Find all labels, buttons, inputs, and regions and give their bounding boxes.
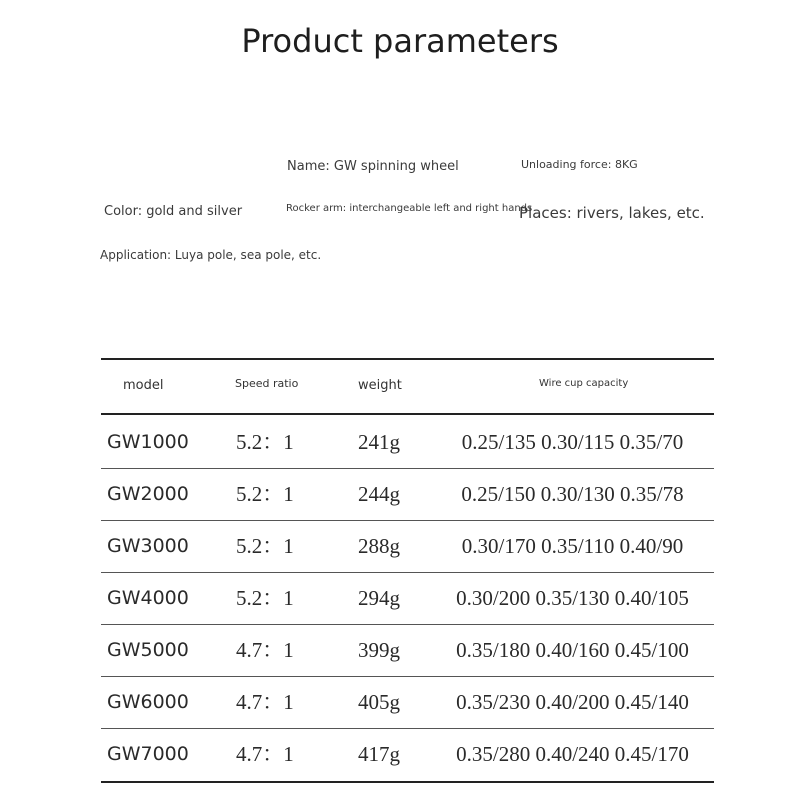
cell-capacity: 0.30/200 0.35/130 0.40/105: [456, 586, 689, 610]
cell-speed: 5.2：1: [236, 586, 294, 610]
cell-speed: 4.7：1: [236, 690, 294, 714]
table-header-rule: [101, 413, 714, 415]
table-row: [101, 624, 714, 676]
param-places: Places: rivers, lakes, etc.: [519, 204, 705, 222]
param-color: Color: gold and silver: [104, 204, 243, 219]
cell-speed: 5.2：1: [236, 482, 294, 506]
table-bottom-rule: [101, 781, 714, 783]
cell-weight: 288g: [358, 534, 400, 558]
table-header: [101, 358, 714, 414]
table-row: [101, 520, 714, 572]
header-weight: weight: [358, 378, 402, 393]
header-capacity: Wire cup capacity: [539, 378, 629, 389]
header-speed-ratio: Speed ratio: [235, 377, 299, 390]
cell-model: GW5000: [107, 639, 189, 661]
cell-speed: 5.2：1: [236, 430, 294, 454]
table-row: [101, 676, 714, 728]
cell-speed: 4.7：1: [236, 638, 294, 662]
table-row: [101, 728, 714, 780]
cell-weight: 405g: [358, 690, 400, 714]
param-unloading-force: Unloading force: 8KG: [521, 158, 638, 171]
table-row: [101, 572, 714, 624]
cell-model: GW3000: [107, 535, 189, 557]
cell-speed: 5.2：1: [236, 534, 294, 558]
cell-weight: 294g: [358, 586, 400, 610]
table-row: [101, 416, 714, 468]
cell-model: GW2000: [107, 483, 189, 505]
table-row: [101, 468, 714, 520]
cell-model: GW1000: [107, 431, 189, 453]
cell-model: GW7000: [107, 743, 189, 765]
cell-weight: 417g: [358, 742, 400, 766]
param-rocker-arm: Rocker arm: interchangeable left and right hands: [286, 203, 533, 214]
cell-model: GW6000: [107, 691, 189, 713]
cell-weight: 241g: [358, 430, 400, 454]
cell-capacity: 0.35/180 0.40/160 0.45/100: [456, 638, 689, 662]
cell-capacity: 0.25/150 0.30/130 0.35/78: [461, 482, 684, 506]
page-title: Product parameters: [241, 22, 559, 60]
cell-weight: 244g: [358, 482, 400, 506]
param-name: Name: GW spinning wheel: [287, 159, 459, 174]
param-application: Application: Luya pole, sea pole, etc.: [100, 248, 322, 262]
cell-weight: 399g: [358, 638, 400, 662]
cell-model: GW4000: [107, 587, 189, 609]
cell-speed: 4.7：1: [236, 742, 294, 766]
header-model: model: [123, 378, 164, 393]
cell-capacity: 0.30/170 0.35/110 0.40/90: [461, 534, 684, 558]
cell-capacity: 0.25/135 0.30/115 0.35/70: [461, 430, 684, 454]
cell-capacity: 0.35/280 0.40/240 0.45/170: [456, 742, 689, 766]
cell-capacity: 0.35/230 0.40/200 0.45/140: [456, 690, 689, 714]
